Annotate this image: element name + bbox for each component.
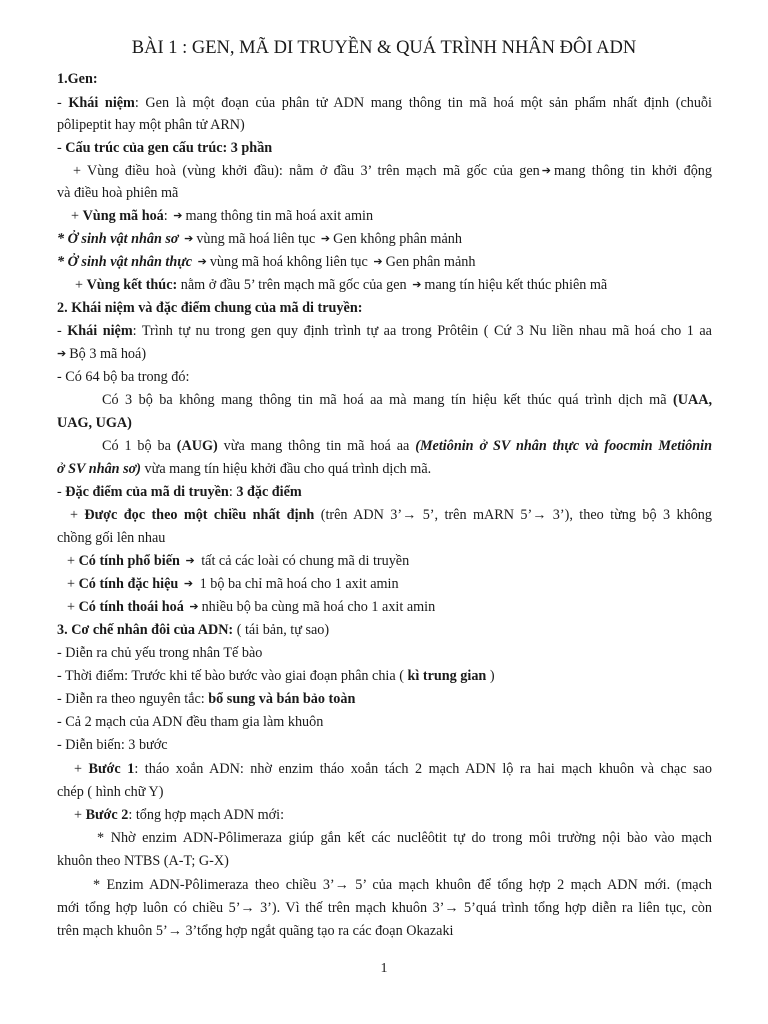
paragraph-line: chép ( hình chữ Y) bbox=[57, 784, 164, 800]
paragraph-line: - Cả 2 mạch của ADN đều tham gia làm khuôn bbox=[57, 714, 324, 730]
paragraph-line: - Diễn biến: 3 bước bbox=[57, 737, 168, 753]
arrow-icon: ➔ bbox=[189, 601, 199, 613]
paragraph-line: ở SV nhân sơ) vừa mang tín hiệu khởi đầu cho quá trình dịch mã. bbox=[57, 461, 432, 477]
arrow-icon: ➔ bbox=[173, 210, 183, 222]
paragraph-line: - Có 64 bộ ba trong đó: bbox=[57, 369, 190, 385]
paragraph-line: - Khái niệm: Trình tự nu trong gen quy định trình tự aa trong Prôtêin ( Cứ 3 Nu liền nhau mã hoá cho 1 aa bbox=[57, 323, 712, 339]
paragraph-line: ➔ Bộ 3 mã hoá) bbox=[57, 346, 147, 362]
paragraph-line: mới tổng hợp luôn có chiều 5’→ 3’). Vì thế trên mạch khuôn 3’→ 5’quá trình tổng hợp diễn ra liên tục, còn bbox=[57, 900, 712, 916]
paragraph-line: * Ở sinh vật nhân sơ ➔ vùng mã hoá liên tục ➔ Gen không phân mảnh bbox=[57, 231, 462, 247]
section-heading-replication: 3. Cơ chế nhân đôi của ADN: ( tái bản, tự sao) bbox=[57, 622, 330, 638]
document-title: BÀI 1 : GEN, MÃ DI TRUYỀN & QUÁ TRÌNH NHÂN ĐÔI ADN bbox=[131, 38, 637, 58]
arrow-icon: ➔ bbox=[412, 279, 422, 291]
paragraph-line: pôlipeptit hay một phân tử ARN) bbox=[57, 117, 245, 133]
paragraph-line: + Có tính phổ biến ➔ tất cả các loài có chung mã di truyền bbox=[67, 553, 410, 569]
paragraph-line: trên mạch khuôn 5’→ 3’tổng hợp ngắt quãng tạo ra các đoạn Okazaki bbox=[57, 923, 454, 939]
paragraph-line: - Đặc điểm của mã di truyền: 3 đặc điểm bbox=[57, 484, 302, 500]
arrow-icon: ➔ bbox=[184, 233, 194, 245]
arrow-icon: ➔ bbox=[185, 555, 195, 567]
paragraph-line: khuôn theo NTBS (A-T; G-X) bbox=[57, 853, 229, 869]
paragraph-line: - Thời điểm: Trước khi tế bào bước vào giai đoạn phân chia ( kì trung gian ) bbox=[57, 668, 495, 684]
arrow-icon: ➔ bbox=[320, 233, 331, 245]
paragraph-line: + Bước 1: tháo xoắn ADN: nhờ enzim tháo xoắn tách 2 mạch ADN lộ ra hai mạch khuôn và chạc sao bbox=[74, 761, 712, 777]
arrow-icon: ➔ bbox=[373, 256, 383, 268]
paragraph-line: * Ở sinh vật nhân thực ➔ vùng mã hoá không liên tục ➔ Gen phân mảnh bbox=[57, 254, 476, 270]
paragraph-line: + Vùng điều hoà (vùng khởi đầu): nằm ở đầu 3’ trên mạch mã gốc của gen ➔ mang thông tin khởi động bbox=[73, 163, 712, 179]
paragraph-line: - Diễn ra theo nguyên tắc: bổ sung và bán bảo toàn bbox=[57, 691, 356, 707]
paragraph-line: Có 3 bộ ba không mang thông tin mã hoá aa mà mang tín hiệu kết thúc quá trình dịch mã (UAA, bbox=[102, 392, 712, 408]
paragraph-line: - Cấu trúc của gen cấu trúc: 3 phần bbox=[57, 140, 273, 156]
paragraph-line: + Vùng kết thúc: nằm ở đầu 5’ trên mạch mã gốc của gen ➔ mang tín hiệu kết thúc phiên mã bbox=[75, 277, 608, 293]
paragraph-line: Có 1 bộ ba (AUG) vừa mang thông tin mã hoá aa (Metiônin ở SV nhân thực và foocmin Metiônin bbox=[102, 438, 712, 454]
page-number: 1 bbox=[380, 961, 388, 976]
paragraph-line: - Khái niệm: Gen là một đoạn của phân tử ADN mang thông tin mã hoá một sản phẩm nhất định (chuỗi bbox=[57, 95, 712, 111]
section-heading-gen: 1.Gen: bbox=[57, 71, 98, 87]
paragraph-line: + Được đọc theo một chiều nhất định (trên ADN 3’→ 5’, trên mARN 5’→ 3’), theo từng bộ 3 không bbox=[70, 507, 712, 523]
paragraph-line: và điều hoà phiên mã bbox=[57, 185, 179, 201]
arrow-icon: ➔ bbox=[197, 256, 207, 268]
paragraph-line: + Có tính thoái hoá ➔ nhiều bộ ba cùng mã hoá cho 1 axit amin bbox=[67, 599, 436, 615]
paragraph-line: * Nhờ enzim ADN-Pôlimeraza giúp gắn kết các nuclêôtit tự do trong môi trường nội bào vào mạch bbox=[97, 830, 712, 846]
arrow-icon: ➔ bbox=[541, 165, 551, 177]
paragraph-line: chồng gối lên nhau bbox=[57, 530, 166, 546]
section-heading-genetic-code: 2. Khái niệm và đặc điểm chung của mã di truyền: bbox=[57, 300, 363, 316]
paragraph-line: + Vùng mã hoá: ➔ mang thông tin mã hoá axit amin bbox=[71, 208, 374, 224]
paragraph-line: + Bước 2: tổng hợp mạch ADN mới: bbox=[74, 807, 285, 823]
paragraph-line: + Có tính đặc hiệu ➔ 1 bộ ba chỉ mã hoá cho 1 axit amin bbox=[67, 576, 399, 592]
paragraph-line: * Enzim ADN-Pôlimeraza theo chiều 3’→ 5’ của mạch khuôn để tổng hợp 2 mạch ADN mới. (mạch bbox=[93, 877, 712, 893]
paragraph-line: UAG, UGA) bbox=[57, 415, 132, 431]
arrow-icon: ➔ bbox=[57, 348, 67, 360]
paragraph-line: - Diễn ra chủ yếu trong nhân Tế bào bbox=[57, 645, 263, 661]
arrow-icon: ➔ bbox=[183, 578, 194, 590]
